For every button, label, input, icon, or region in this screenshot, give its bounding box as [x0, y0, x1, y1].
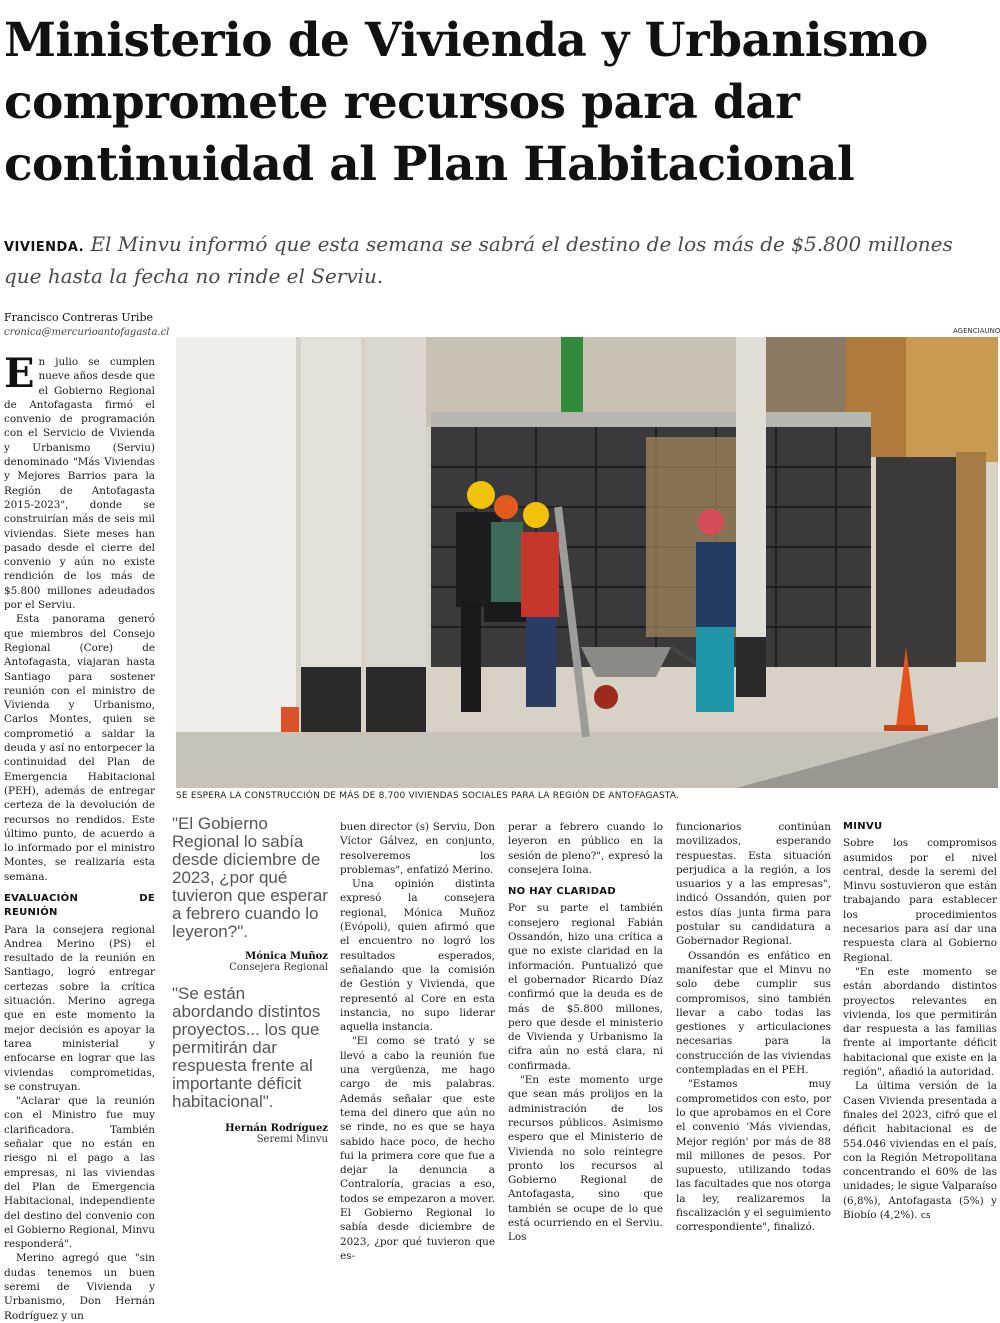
paragraph-text: La última versión de la Casen Vivienda presentada a finales del 2023, cifró que el déficit habitacional es de 554.046 viviendas en el país, con la Región Metropolitana concentrando el 60% de las unidades; le sigue Valparaíso (6,8%), Antofagasta (5%) y Biobío (4,2%). [843, 1080, 997, 1222]
pull-quote: "El Gobierno Regional lo sabía desde diciembre de 2023, ¿por qué tuvieron que esperar a febrero cuando lo leyeron?". [172, 814, 328, 941]
photo-credit: AGENCIAUNO [953, 327, 1000, 335]
drop-cap: E [4, 350, 35, 397]
quote-role: Consejera Regional [229, 962, 328, 973]
article-column-5 [676, 820, 831, 1260]
headline: Ministerio de Vivienda y Urbanismo compromete recursos para dar continuidad al Plan Habitacional [4, 13, 928, 192]
quote-block-1 [172, 815, 328, 973]
paragraph: n julio se cumplen nueve años desde que el Gobierno Regional de Antofagasta firmó el convenio de programación con el Servicio de Vivienda y Urbanismo (Serviu) denominado "Más Viviendas y Mejores Barrios para la Región de Antofagasta 2015-2023", donde se construirían más de seis mil viviendas. Siete meses han pasado desde el cierre del convenio y aún no existe rendición de los más de $5.800 millones adeudados por el Serviu. [4, 356, 155, 612]
paragraph: Sobre los compromisos asumidos por el nivel central, desde la seremi del Minvu sostuvieron que están trabajando para establecer los procedimientos necesarios para así dar una respuesta clara al Gobierno Regional. [843, 837, 997, 964]
section-tag: VIVIENDA. [4, 240, 85, 255]
paragraph: "En este momento urge que sean más prolijos en la administración de los recursos públicos. Asimismo espero que el Ministerio de Vivienda no solo reintegre pronto los recursos al Gobierno Regional de Antofagasta, sino que también se ocupe de lo que está ocurriendo en el Serviu. Los [508, 1074, 663, 1244]
paragraph: "En este momento se están abordando distintos proyectos relevantes en vivienda, los que permitirán dar respuesta a las familias frente al importante déficit habitacional que existe en la región", añadió la autoridad. [843, 965, 997, 1079]
quote-block-2 [172, 985, 328, 1145]
news-photo [176, 337, 998, 788]
quote-author: Hernán Rodríguez [225, 1123, 328, 1134]
construction-workers-image [176, 337, 998, 788]
photo-caption: SE ESPERA LA CONSTRUCCIÓN DE MÁS DE 8.700 VIVIENDAS SOCIALES PARA LA REGIÓN DE ANTOFAGASTA. [176, 791, 680, 801]
article-column-1 [4, 350, 155, 1322]
subhead-evaluacion: EVALUACIÓN DE REUNIÓN [4, 892, 155, 919]
paragraph [843, 1079, 997, 1223]
kicker [4, 230, 994, 290]
paragraph: Merino agregó que "sin dudas tenemos un buen seremi de Vivienda y Urbanismo, Don Hernán Rodríguez y un [4, 1252, 155, 1322]
paragraph: "El como se trató y se llevó a cabo la reunión fue una vergüenza, me hago cargo de mis palabras. Además señalar que este tema del dinero que aún no se rinde, no es que se haya sabido hace poco, de hecho fui la primera core que fue a dejar la denuncia a Contraloría, gracias a eso, todos se empezaron a mover. El Gobierno Regional lo sabía desde diciembre de 2023, ¿por qué tuvieron que es- [340, 1035, 495, 1262]
paragraph: "Aclarar que la reunión con el Ministro fue muy clarificadora. También señalar que no están en riesgo ni el pago a las empresas, ni las viviendas del Plan de Emergencia Habitacional, independiente del destino del convenio con el Gobierno Regional, Minvu responderá". [4, 1095, 155, 1251]
subhead-minvu: MINVU [843, 821, 883, 832]
byline-author: Francisco Contreras Uribe [4, 311, 154, 324]
byline-email[interactable]: cronica@mercurioantofagasta.cl [4, 327, 170, 338]
kicker-text: El Minvu informó que esta semana se sabrá el destino de los más de $5.800 millones que hasta la fecha no rinde el Serviu. [4, 232, 953, 288]
pull-quote: "Se están abordando distintos proyectos... los que permitirán dar respuesta frente al importante déficit habitacional". [172, 984, 321, 1111]
article-column-6 [843, 820, 997, 1260]
paragraph: funcionarios continúan movilizados, esperando respuestas. Esta situación perjudica a la región, a los usuarios y a las empresas", indicó Ossandón, quien por estos días junta firma para postular su candidatura a Gobernador Regional. [676, 821, 831, 948]
quote-role: Seremi Minvu [256, 1134, 328, 1145]
end-mark: cs [920, 1211, 931, 1222]
paragraph: Por su parte el también consejero regional Fabián Ossandón, hizo una crítica a que no existe claridad en la información. Puntualizó que el gobernador Ricardo Díaz confirmó que la deuda es de más de $5.800 millones, pero que desde el ministerio de Vivienda y Urbanismo la cifra aún no está clara, ni confirmada. [508, 902, 663, 1072]
article-column-4 [508, 820, 663, 1260]
paragraph: Ossandón es enfático en manifestar que el Minvu no solo debe cumplir sus compromisos, sino también llevar a cabo todas las gestiones y articulaciones necesarias para la construcción de las viviendas contempladas en el PEH. [676, 949, 831, 1077]
paragraph: "Estamos muy comprometidos con esto, por lo que aprobamos en el Core el convenio 'Más viviendas, Mejor región' por más de 88 mil millones de pesos. Por supuesto, utilizando todas las facultades que nos otorga la ley, realizaremos la fiscalización y el seguimiento correspondiente", finalizó. [676, 1078, 831, 1234]
paragraph: Esta panorama generó que miembros del Consejo Regional (Core) de Antofagasta, viajaran hasta Santiago para sostener reunión con el ministro de Vivienda y Urbanismo, Carlos Montes, quien se comprometió a saldar la deuda y así no entorpecer la continuidad del Plan de Emergencia Habitacional (PEH), además de entregar certeza de la devolución de recursos no rendidos. Este último punto, de acuerdo a lo informado por el ministro Montes, se realizaría esta semana. [4, 613, 155, 883]
paragraph: Una opinión distinta expresó la consejera regional, Mónica Muñoz (Evópoli), quien afirmó que el encuentro no logró los resultados esperados, señalando que la comisión de Gestión y Vivienda, que representó al Core en esta instancia, no supo liderar aquella instancia. [340, 878, 495, 1034]
paragraph: Para la consejera regional Andrea Merino (PS) el resultado de la reunión en Santiago, logró entregar certezas sobre la crítica situación. Merino agrega que en este momento la mejor decisión es apoyar la tarea ministerial y enfocarse en lograr que las viviendas comprometidas, se construyan. [4, 923, 155, 1093]
article-column-3 [340, 820, 495, 1260]
quote-author: Mónica Muñoz [245, 951, 328, 962]
subhead-no-hay-claridad: NO HAY CLARIDAD [508, 886, 616, 898]
paragraph: buen director (s) Serviu, Don Víctor Gálvez, en conjunto, resolveremos los problemas", enfatizó Merino. [340, 821, 495, 876]
paragraph: perar a febrero cuando lo leyeron en público en la sesión de pleno?", expresó la consejera Ioina. [508, 821, 663, 876]
